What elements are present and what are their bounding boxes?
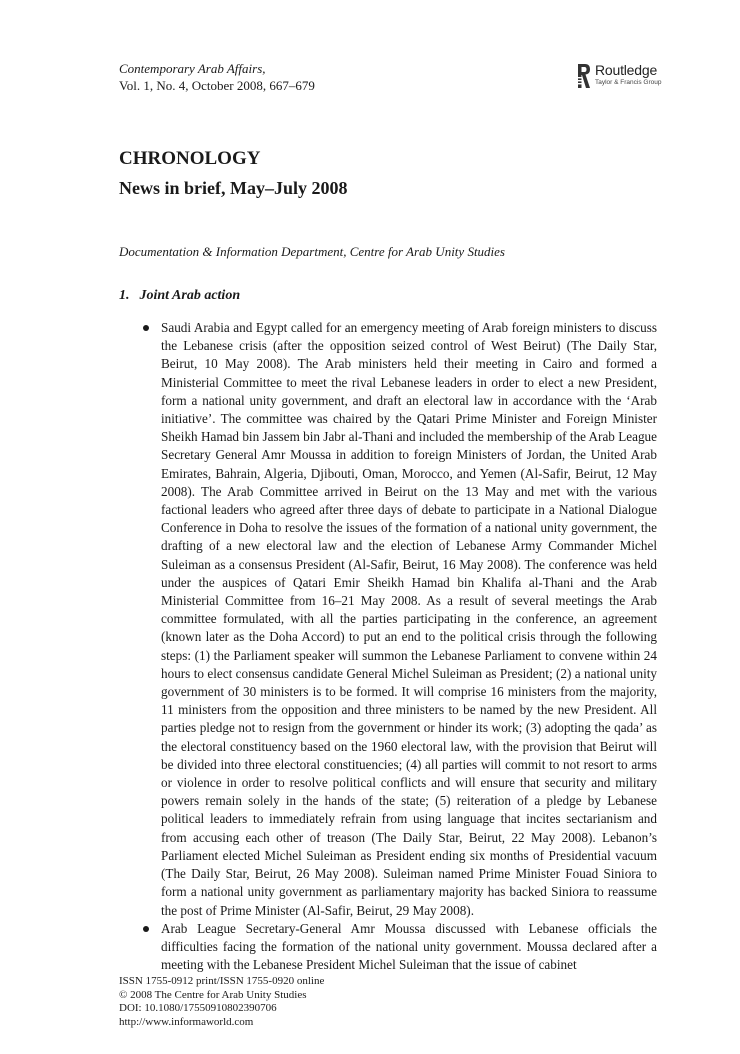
journal-issue: Vol. 1, No. 4, October 2008, 667–679	[119, 78, 315, 93]
author-affiliation: Documentation & Information Department, Centre for Arab Unity Studies	[119, 244, 505, 259]
bullet-icon	[143, 325, 149, 331]
section-heading	[119, 288, 240, 304]
publisher-group: Taylor & Francis Group	[595, 79, 662, 86]
publisher-logo	[575, 61, 675, 91]
publisher-name: Routledge	[595, 62, 658, 78]
section-number: 1.	[119, 288, 130, 303]
article-subheading: News in brief, May–July 2008	[119, 178, 348, 198]
bullet-list	[143, 319, 657, 974]
issn-line: ISSN 1755-0912 print/ISSN 1755-0920 online	[119, 975, 325, 987]
page-footer	[119, 975, 324, 1029]
bullet-icon	[143, 926, 149, 932]
bullet-text: Saudi Arabia and Egypt called for an emergency meeting of Arab foreign ministers to discuss the Lebanese crisis (after the opposition seized control of West Beirut) (The Daily Star, Beirut, 10 May 2008). The Arab ministers held their meeting in Cairo and formed a Ministerial Committee to meet the rival Lebanese leaders in order to elect a new President, form a national unity government, and draft an electoral law in accordance with the ‘Arab initiative’. The committee was chaired by the Qatari Prime Minister and Foreign Minister Sheikh Hamad bin Jassem bin Jabr al-Thani and included the membership of the Arab League Secretary General Amr Moussa in addition to foreign Ministers of Jordan, the United Arab Emirates, Bahrain, Algeria, Djibouti, Oman, Morocco, and Yemen (Al-Safir, Beirut, 12 May 2008). The Arab Committee arrived in Beirut on the 13 May and met with the various factional leaders who agreed after three days of debate to participate in a National Dialogue Conference in Doha to resolve the issues of the formation of a national unity government, the drafting of a new electoral law and the election of Lebanese Army Commander Michel Suleiman as a consensus President (Al-Safir, Beirut, 16 May 2008). The conference was held under the auspices of Qatari Emir Sheikh Hamad bin Khalifa al-Thani and the Arab Ministerial Committee from 16–21 May 2008. As a result of several meetings the Arab committee formulated, with all the parties participating in the conference, an agreement (known later as the Doha Accord) to put an end to the political crisis through the following steps: (1) the Parliament speaker will summon the Lebanese Parliament to convene within 24 hours to elect consensus candidate General Michel Suleiman as President; (2) a national unity government of 30 ministers is to be formed. It will comprise 16 ministers from the majority, 11 ministers from the opposition and three ministers to be named by the new President. All parties pledge not to resign from the government or hinder its work; (3) adopting the qada’ as the electoral constituency based on the 1960 electoral law, with the provision that Beirut will be divided into three electoral constituencies; (4) all parties will commit to not resort to arms or violence in order to resolve political conflicts and will ensure that security and military powers remain solely in the hands of the state; (5) reiteration of a pledge by Lebanese political leaders to immediately refrain from using language that incites sectarianism and from accusing each other of treason (The Daily Star, Beirut, 22 May 2008). Lebanon’s Parliament elected Michel Suleiman as President ending six months of Presidential vacuum (The Daily Star, Beirut, 26 May 2008). Suleiman named Prime Minister Fouad Siniora to form a national unity government as parliamentary majority has backed Siniora to reassume the post of Prime Minister (Al-Safir, Beirut, 29 May 2008).	[161, 320, 657, 918]
journal-title: Contemporary Arab Affairs,	[119, 61, 266, 76]
routledge-r-icon	[577, 63, 591, 89]
list-item	[143, 319, 657, 920]
bullet-text: Arab League Secretary-General Amr Moussa discussed with Lebanese officials the difficulties facing the formation of the national unity government. Moussa declared after a meeting with the Lebanese President Michel Suleiman that the issue of cabinet	[161, 920, 657, 973]
doi-line: DOI: 10.1080/17550910802390706	[119, 1002, 277, 1015]
list-item	[143, 920, 657, 975]
copyright-line: © 2008 The Centre for Arab Unity Studies	[119, 988, 307, 1001]
journal-citation	[119, 60, 315, 94]
article-heading: CHRONOLOGY	[119, 148, 261, 169]
website-link[interactable]: http://www.informaworld.com	[119, 1015, 254, 1028]
section-title: Joint Arab action	[139, 288, 241, 303]
